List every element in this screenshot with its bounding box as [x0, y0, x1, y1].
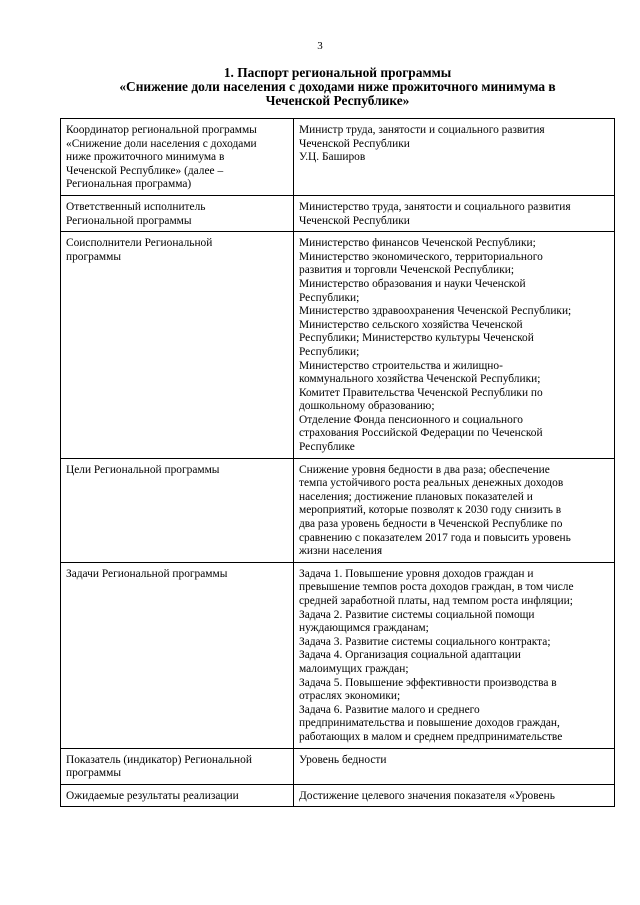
row-value-line: страхования Российской Федерации по Чеченской: [299, 427, 543, 440]
row-value-line: Задача 1. Повышение уровня доходов граждан и: [299, 567, 534, 580]
row-value-line: Министерство финансов Чеченской Республики;: [299, 237, 536, 250]
row-label-line: Показатель (индикатор) Региональной: [66, 753, 252, 766]
title-line-3: Чеченской Республике»: [265, 93, 410, 108]
row-value-line: Министерство труда, занятости и социального развития: [299, 200, 571, 213]
row-value-cell: [294, 195, 615, 231]
table-row: [61, 232, 615, 459]
row-label-line: Региональная программа): [66, 178, 192, 191]
row-value-cell: [294, 748, 615, 784]
row-value-line: жизни населения: [299, 545, 383, 558]
row-value-cell: [294, 784, 615, 807]
title-line-1: 1. Паспорт региональной программы: [223, 65, 452, 80]
row-label-line: Координатор региональной программы: [66, 124, 257, 136]
row-value-line: Комитет Правительства Чеченской Республики по: [299, 386, 543, 399]
row-value-line: Уровень бедности: [299, 753, 387, 766]
row-value-line: дошкольному образованию;: [299, 400, 435, 413]
row-label-cell: [61, 458, 294, 562]
row-label-line: Ожидаемые результаты реализации: [66, 789, 239, 802]
row-value-line: Республики;: [299, 291, 360, 304]
row-value-line: Задача 3. Развитие системы социального контракта;: [299, 635, 551, 648]
table-row: [61, 195, 615, 231]
row-label-line: ниже прожиточного минимума в: [66, 151, 225, 164]
row-value-line: Министерство строительства и жилищно-: [299, 359, 503, 372]
row-value-line: Чеченской Республики: [299, 214, 410, 227]
row-value-line: Достижение целевого значения показателя «Уровень: [299, 789, 555, 802]
table-row: [61, 119, 615, 196]
row-value-cell: [294, 562, 615, 748]
row-value-line: Задача 6. Развитие малого и среднего: [299, 703, 480, 716]
row-value-line: Республики;: [299, 345, 360, 358]
row-value-line: Министерство образования и науки Чеченской: [299, 277, 526, 290]
table-row: [61, 784, 615, 807]
passport-table-body: [61, 119, 615, 807]
row-label-cell: [61, 748, 294, 784]
row-value-line: У.Ц. Баширов: [299, 151, 366, 164]
table-row: [61, 458, 615, 562]
row-label-cell: [61, 195, 294, 231]
row-value-line: два раза уровень бедности в Чеченской Республике по: [299, 518, 563, 531]
row-value-line: Чеченской Республики: [299, 137, 410, 150]
row-value-line: Республике: [299, 441, 355, 454]
row-label-line: Задачи Региональной программы: [66, 567, 228, 580]
row-label-cell: [61, 784, 294, 807]
row-value-line: Министерство здравоохранения Чеченской Республики;: [299, 305, 572, 318]
row-value-line: Министерство сельского хозяйства Чеченской: [299, 318, 523, 331]
row-label-cell: [61, 119, 294, 196]
row-label-cell: [61, 562, 294, 748]
row-label-line: Ответственный исполнитель: [66, 200, 206, 213]
row-label-line: Региональной программы: [66, 214, 192, 227]
table-row: [61, 562, 615, 748]
row-value-line: Задача 2. Развитие системы социальной помощи: [299, 608, 535, 621]
row-value-cell: [294, 119, 615, 196]
row-value-cell: [294, 232, 615, 459]
row-value-line: Министр труда, занятости и социального развития: [299, 124, 545, 136]
row-value-line: развития и торговли Чеченской Республики;: [299, 264, 514, 277]
row-value-line: Задача 4. Организация социальной адаптации: [299, 649, 521, 662]
row-value-line: коммунального хозяйства Чеченской Республики;: [299, 373, 541, 386]
row-value-line: Снижение уровня бедности в два раза; обеспечение: [299, 463, 550, 476]
row-label-line: программы: [66, 767, 121, 780]
row-label-line: Цели Региональной программы: [66, 463, 220, 476]
row-value-line: работающих в малом и среднем предпринимательстве: [299, 730, 563, 743]
row-value-line: Министерство экономического, территориального: [299, 250, 543, 263]
row-label-cell: [61, 232, 294, 459]
row-value-line: средней заработной платы, над темпом роста инфляции;: [299, 595, 573, 607]
row-label-line: Чеченской Республике» (далее –: [66, 164, 224, 177]
row-label-line: программы: [66, 250, 121, 263]
title-line-2: «Снижение доли населения с доходами ниже прожиточного минимума в: [119, 79, 556, 94]
passport-table: [60, 118, 615, 807]
row-value-line: нуждающимся гражданам;: [299, 622, 429, 635]
row-value-line: Республики; Министерство культуры Чеченской: [299, 332, 534, 345]
row-value-line: отраслях экономики;: [299, 690, 401, 703]
row-value-line: превышение темпов роста доходов граждан, в том числе: [299, 581, 574, 594]
row-value-line: населения; достижение плановых показателей и: [299, 490, 533, 503]
page-number: 3: [317, 40, 323, 52]
row-value-cell: [294, 458, 615, 562]
row-value-line: темпа устойчивого роста реальных денежных доходов: [299, 477, 564, 490]
document-title: [60, 66, 615, 108]
table-row: [61, 748, 615, 784]
row-value-line: малоимущих граждан;: [299, 662, 409, 675]
row-label-line: Соисполнители Региональной: [66, 237, 213, 250]
row-label-line: «Снижение доли населения с доходами: [66, 137, 257, 150]
row-value-line: мероприятий, которые позволят к 2030 году снизить в: [299, 504, 562, 517]
row-value-line: сравнению с показателем 2017 года и повысить уровень: [299, 531, 571, 544]
row-value-line: Отделение Фонда пенсионного и социального: [299, 413, 523, 426]
row-value-line: предпринимательства и повышение доходов граждан,: [299, 717, 560, 730]
row-value-line: Задача 5. Повышение эффективности производства в: [299, 676, 557, 689]
